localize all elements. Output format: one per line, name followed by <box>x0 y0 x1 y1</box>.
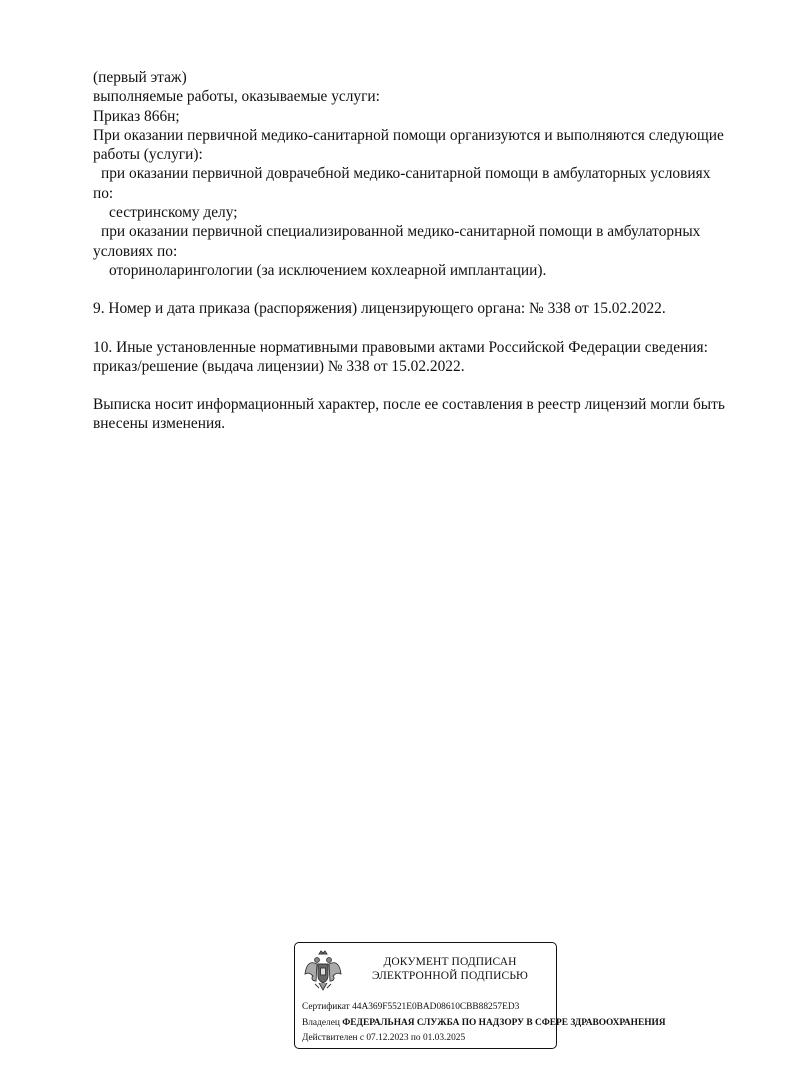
stamp-validity <box>302 1032 465 1044</box>
electronic-signature-stamp <box>294 942 666 1049</box>
certificate-value: 44A369F5521E0BAD08610CBB88257ED3 <box>352 1002 520 1012</box>
stamp-title <box>355 955 545 983</box>
text-line-specialized-conditions: условиях по: <box>93 242 178 260</box>
valid-from: 07.12.2023 <box>366 1033 409 1043</box>
stamp-title-line-1: ДОКУМЕНТ ПОДПИСАН <box>383 956 517 968</box>
text-line-order: Приказ 866н; <box>93 107 180 125</box>
text-line-nursing: сестринскому делу; <box>109 204 238 222</box>
text-line-works-services: работы (услуги): <box>93 146 203 164</box>
owner-value: ФЕДЕРАЛЬНАЯ СЛУЖБА ПО НАДЗОРУ В СФЕРЕ ЗДРАВООХРАНЕНИЯ <box>342 1018 666 1028</box>
stamp-certificate <box>302 1001 519 1013</box>
valid-label: Действителен с <box>302 1033 365 1043</box>
document-body <box>93 68 763 434</box>
text-line-floor: (первый этаж) <box>93 69 187 86</box>
text-line-prehospital-care: при оказании первичной доврачебной медико-санитарной помощи в амбулаторных условиях <box>101 165 711 183</box>
item-10-line-2: приказ/решение (выдача лицензии) № 338 от 15.02.2022. <box>93 357 465 375</box>
note-line-1: Выписка носит информационный характер, после ее составления в реестр лицензий могли быть <box>93 396 725 414</box>
text-line-otorhinolaryngology: оториноларингологии (за исключением кохлеарной имплантации). <box>109 261 547 279</box>
item-10-line-1: 10. Иные установленные нормативными правовыми актами Российской Федерации сведения: <box>93 338 708 356</box>
text-line-prehospital-po: по: <box>93 184 114 202</box>
valid-to: 01.03.2025 <box>422 1033 466 1043</box>
stamp-owner <box>302 1017 666 1029</box>
text-line-specialized-care: при оказании первичной специализированной медико-санитарной помощи в амбулаторных <box>101 223 701 241</box>
text-line-works-heading: выполняемые работы, оказываемые услуги: <box>93 88 380 106</box>
item-9-order-info: 9. Номер и дата приказа (распоряжения) лицензирующего органа: № 338 от 15.02.2022. <box>93 300 666 318</box>
coat-of-arms-icon <box>303 950 343 994</box>
valid-to-label: по <box>410 1033 421 1043</box>
text-line-primary-care: При оказании первичной медико-санитарной помощи организуются и выполняются следующие <box>93 126 724 144</box>
certificate-label: Сертификат <box>302 1002 350 1012</box>
stamp-title-line-2: ЭЛЕКТРОННОЙ ПОДПИСЬЮ <box>372 970 528 982</box>
owner-label: Владелец <box>302 1018 340 1028</box>
note-line-2: внесены изменения. <box>93 415 226 433</box>
